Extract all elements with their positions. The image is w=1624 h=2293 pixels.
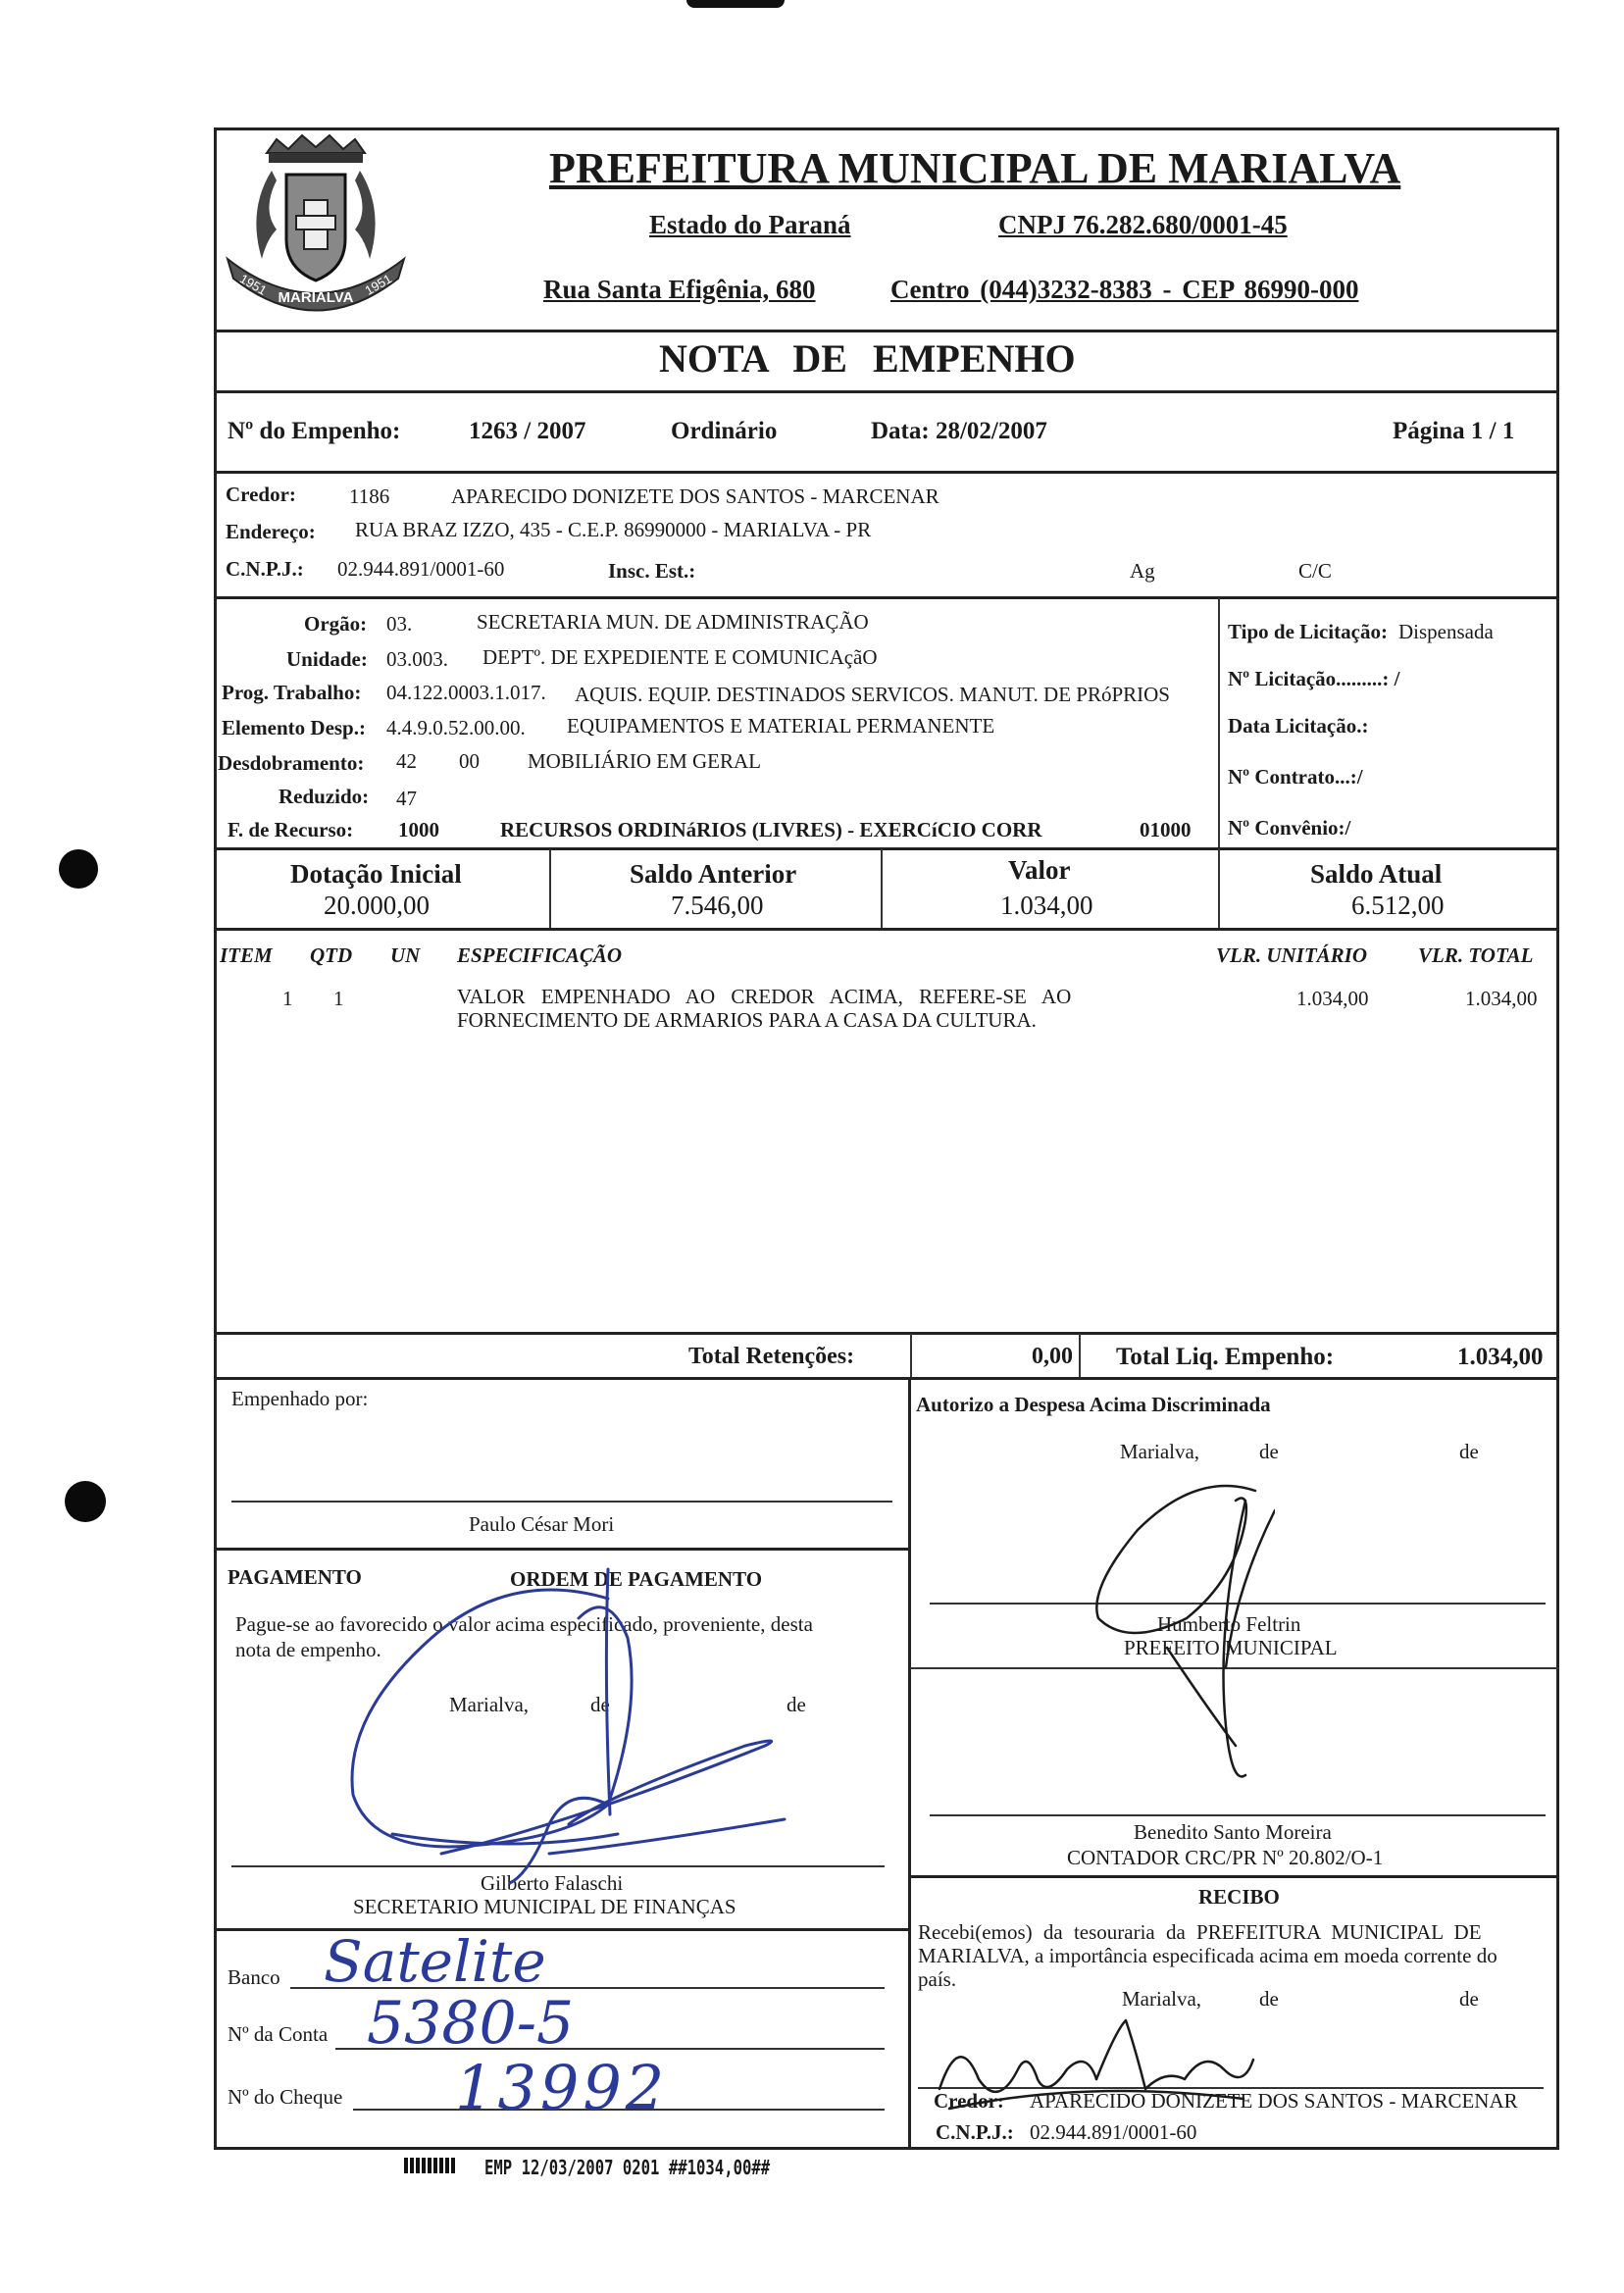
liquido-value: 1.034,00 [1457,1344,1544,1370]
orgao-code: 03. [386,612,413,636]
pagamento-label: PAGAMENTO [228,1565,362,1589]
reduzido-label: Reduzido: [279,785,370,808]
recibo-line3: país. [918,1967,957,1991]
secretario-name: Gilberto Falaschi [481,1871,624,1895]
pague-line1: Pague-se ao favorecido o valor acima especificado, proveniente, desta [235,1612,813,1636]
licitacao-tipo-label: Tipo de Licitação: [1228,620,1388,643]
valor-label: Valor [1008,855,1071,885]
contador-title: CONTADOR CRC/PR Nº 20.802/O-1 [1067,1846,1384,1869]
header-contact: Centro (044)3232-8383 - CEP 86990-000 [890,275,1359,304]
recurso-code: 1000 [398,818,439,841]
secretario-title: SECRETARIO MUNICIPAL DE FINANÇAS [353,1895,736,1918]
rule [214,1928,910,1931]
credor-label: Credor: [226,483,296,506]
row-total: 1.034,00 [1465,987,1538,1010]
rule [214,847,1559,850]
signature-credor [930,2011,1263,2128]
licitacao-numero: Nº Licitação.........: / [1228,667,1400,690]
licitacao-data: Data Licitação.: [1228,714,1369,738]
credor-code: 1186 [349,484,390,508]
pague-place: Marialva, [449,1693,530,1716]
page-number: Página 1 / 1 [1393,418,1515,444]
rule [214,596,1559,599]
desdob-b: 00 [459,749,480,773]
retencoes-value: 0,00 [1032,1344,1073,1369]
recibo-title: RECIBO [1198,1885,1280,1909]
elemento-name: EQUIPAMENTOS E MATERIAL PERMANENTE [567,714,995,738]
footer-stamp: EMP 12/03/2007 0201 ##1034,00## [484,2156,771,2179]
autorizo-text: Autorizo a Despesa Acima Discriminada [916,1393,1271,1416]
empenho-type: Ordinário [671,418,778,444]
recibo-cnpj: 02.944.891/0001-60 [1030,2120,1197,2144]
empenhado-label: Empenhado por: [231,1387,369,1410]
retencoes-label: Total Retenções: [688,1344,855,1369]
rule [910,1875,1559,1878]
licitacao-convenio: Nº Convênio:/ [1228,816,1351,840]
autorizo-de2: de [1459,1440,1479,1463]
anterior-value: 7.546,00 [671,891,764,920]
licitacao-contrato: Nº Contrato...:/ [1228,765,1363,789]
header-title: PREFEITURA MUNICIPAL DE MARIALVA [549,144,1401,192]
cc-label: C/C [1298,559,1332,583]
row-desc-line1: VALOR EMPENHADO AO CREDOR ACIMA, REFERE-SE AO [457,985,1072,1008]
pague-de2: de [787,1693,806,1716]
prog-name: AQUIS. EQUIP. DESTINADOS SERVICOS. MANUT. DE PRóPRIOS [575,683,1170,706]
unidade-label: Unidade: [286,647,368,671]
rule [214,1332,1559,1335]
autorizo-de1: de [1259,1440,1279,1463]
signature-prefeito [1079,1471,1275,1805]
header-address: Rua Santa Efigênia, 680 [543,275,816,304]
signature-line [231,1501,892,1503]
recurso-name: RECURSOS ORDINáRIOS (LIVRES) - EXERCíCIO CORR [500,818,1042,841]
orgao-name: SECRETARIA MUN. DE ADMINISTRAÇÃO [477,610,869,634]
dotacao-label: Dotação Inicial [290,859,462,889]
header-state: Estado do Paraná [649,210,851,239]
punch-hole-top [59,849,98,889]
insc-label: Insc. Est.: [608,559,696,583]
empenho-date: Data: 28/02/2007 [871,418,1047,444]
signature-secretario [314,1559,824,1922]
reduzido-value: 47 [396,787,417,810]
orgao-label: Orgão: [304,612,368,636]
items-header-un: UN [390,943,421,967]
divider [1218,849,1220,928]
empenhado-name: Paulo César Mori [469,1512,615,1536]
recibo-cnpj-label: C.N.P.J.: [936,2120,1014,2144]
credor-cnpj: 02.944.891/0001-60 [337,557,505,581]
credor-name: APARECIDO DONIZETE DOS SANTOS - MARCENAR [451,484,939,508]
recibo-credor-name: APARECIDO DONIZETE DOS SANTOS - MARCENAR [1030,2089,1518,2113]
items-header-item: ITEM [220,943,273,967]
divider [1218,598,1220,849]
valor-value: 1.034,00 [1000,891,1093,920]
recibo-de1: de [1259,1987,1279,2011]
crest-year-left: 1951 [236,271,270,298]
top-scan-mark [686,0,785,8]
items-header-espec: ESPECIFICAÇÃO [457,943,623,967]
banco-label: Banco [228,1965,280,1989]
recibo-place: Marialva, [1122,1987,1202,2011]
desdob-a: 42 [396,749,417,773]
prog-code: 04.122.0003.1.017. [386,681,546,704]
recibo-credor-label: Credor: [934,2089,1004,2113]
licitacao-tipo-value: Dispensada [1398,620,1494,643]
cnpj-label: C.N.P.J.: [226,557,304,581]
credor-address: RUA BRAZ IZZO, 435 - C.E.P. 86990000 - MARIALVA - PR [355,518,872,541]
banco-value: Satelite [324,1928,546,1995]
liquido-label: Total Liq. Empenho: [1116,1344,1335,1370]
signature-line [930,1814,1546,1816]
row-unit: 1.034,00 [1296,987,1369,1010]
recibo-line2: MARIALVA, a importância especificada acima em moeda corrente do [918,1944,1497,1967]
ag-label: Ag [1130,559,1155,583]
empenho-label: Nº do Empenho: [228,418,401,444]
punch-hole-bottom [65,1481,106,1522]
divider [881,849,883,928]
rule [214,1548,910,1551]
conta-label: Nº da Conta [228,2022,329,2046]
row-qtd: 1 [333,987,344,1010]
rule [214,471,1559,474]
crest-year-right: 1951 [362,271,395,298]
recurso-num: 01000 [1140,818,1192,841]
items-header-unit: VLR. UNITÁRIO [1216,943,1368,967]
ordem-label: ORDEM DE PAGAMENTO [510,1567,763,1591]
desdob-label: Desdobramento: [218,751,365,775]
items-header-total: VLR. TOTAL [1418,943,1534,967]
elemento-code: 4.4.9.0.52.00.00. [386,716,526,739]
desdob-name: MOBILIÁRIO EM GERAL [528,749,761,773]
divider [549,849,551,928]
pague-line2: nota de empenho. [235,1638,381,1661]
barcode-mark [404,2158,457,2173]
atual-value: 6.512,00 [1351,891,1445,920]
atual-label: Saldo Atual [1310,859,1443,889]
rule [214,330,1559,332]
prefeito-title: PREFEITO MUNICIPAL [1124,1636,1338,1659]
address-label: Endereço: [226,520,316,543]
recibo-de2: de [1459,1987,1479,2011]
center-divider [908,1379,911,2150]
crest-logo [218,131,414,328]
cheque-label: Nº do Cheque [228,2085,343,2109]
items-header-qtd: QTD [310,943,353,967]
unidade-name: DEPTº. DE EXPEDIENTE E COMUNICAçãO [482,645,878,669]
divider [910,1334,912,1379]
recurso-label: F. de Recurso: [228,818,354,841]
unidade-code: 03.003. [386,647,448,671]
row-desc-line2: FORNECIMENTO DE ARMARIOS PARA A CASA DA CULTURA. [457,1008,1037,1032]
autorizo-place: Marialva, [1120,1440,1200,1463]
empenho-number: 1263 / 2007 [469,418,586,444]
anterior-label: Saldo Anterior [630,859,797,889]
prog-label: Prog. Trabalho: [222,681,362,704]
recibo-line1: Recebi(emos) da tesouraria da PREFEITURA MUNICIPAL DE [918,1920,1482,1944]
divider [1079,1334,1081,1379]
rule [214,928,1559,931]
rule [214,1377,1559,1380]
pague-de1: de [590,1693,610,1716]
row-item: 1 [282,987,293,1010]
conta-value: 5380-5 [367,1989,575,2058]
prefeito-name: Humberto Feltrin [1157,1612,1301,1636]
header-cnpj: CNPJ 76.282.680/0001-45 [998,210,1288,239]
contador-name: Benedito Santo Moreira [1134,1820,1332,1844]
dotacao-value: 20.000,00 [324,891,430,920]
crest-text: MARIALVA [278,289,354,306]
doc-title: NOTA DE EMPENHO [659,336,1076,381]
cheque-value: 13992 [455,2052,669,2123]
rule [214,390,1559,393]
elemento-label: Elemento Desp.: [222,716,366,739]
